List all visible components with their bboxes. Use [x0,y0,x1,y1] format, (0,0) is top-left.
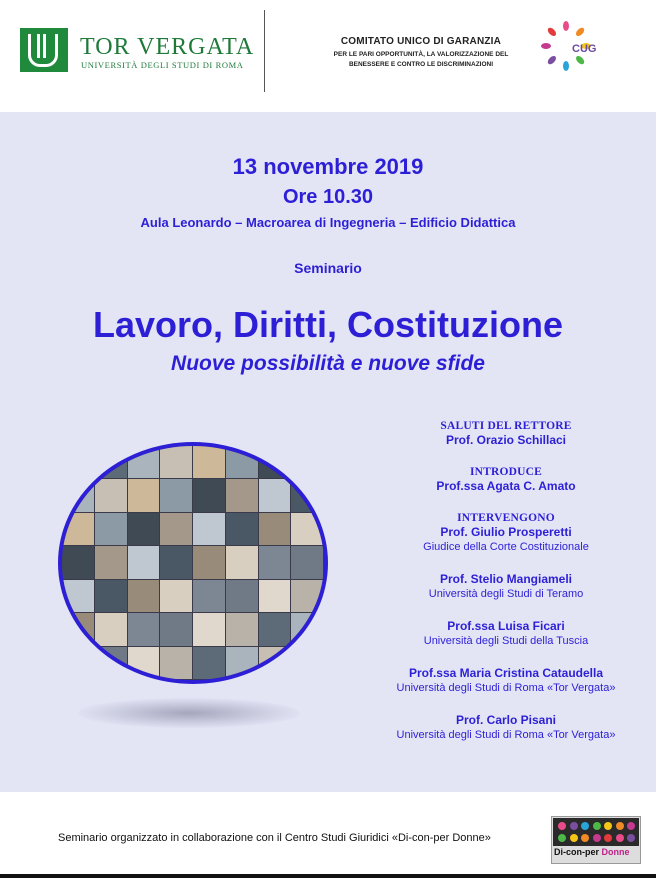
cug-logo-text: CUG [572,43,597,55]
collage-photo-tile [62,580,94,612]
dcd-logo-label-a: Di-con-per [554,847,599,857]
collage-photo-tile [259,479,291,511]
dcd-logo-dot [627,834,635,842]
rettore-name: Prof. Orazio Schillaci [445,433,567,447]
speaker-name: Prof. Giulio Prosperetti [440,525,572,539]
collage-photo-tile [160,613,192,645]
speaker-name: Prof.ssa Luisa Ficari [447,619,565,633]
collage-photo-tile [259,546,291,578]
committee-title: COMITATO UNICO DI GARANZIA [340,36,502,47]
collage-photo-tile [160,647,192,679]
collage-photo-tile [226,446,258,478]
tor-vergata-logo-icon [20,28,68,72]
collage-photo-tile [95,446,127,478]
collage-photo-tile [95,513,127,545]
university-name: TOR VERGATA [80,34,255,60]
committee-description-line-1: PER LE PARI OPPORTUNITÀ, LA VALORIZZAZIONE DEL [333,51,509,58]
collage-photo-tile [193,513,225,545]
footer [0,792,656,878]
collage-photo-tile [193,479,225,511]
speaker-affiliation: Università degli Studi di Teramo [428,588,584,600]
collage-photo-tile [62,546,94,578]
collage-photo-tile [62,613,94,645]
collage-photo-tile [95,613,127,645]
event-venue: Aula Leonardo – Macroarea di Ingegneria – Edificio Didattica [140,215,516,230]
collage-photo-tile [193,613,225,645]
bottom-border [0,874,656,878]
collage-photo-tile [160,580,192,612]
saluti-heading: SALUTI DEL RETTORE [440,420,572,432]
program [360,420,652,742]
collage-photo-tile [291,613,323,645]
collage-photo-tile [160,446,192,478]
introducer-name: Prof.ssa Agata C. Amato [436,479,576,493]
collage-photo-tile [128,479,160,511]
collage-photo-tile [259,647,291,679]
collage-photo-tile [128,580,160,612]
dcd-logo-dot [581,822,589,830]
collage-photo-tile [95,546,127,578]
collage-photo-tile [291,647,323,679]
intervengono-heading: INTERVENGONO [457,512,555,524]
dcd-logo-dot [604,822,612,830]
collage-photo-tile [259,446,291,478]
dcd-logo-dot [570,822,578,830]
collage-photo-tile [226,647,258,679]
collage-photo-tile [160,513,192,545]
dcd-logo-label-b: Donne [601,847,630,857]
collage-photo-tile [291,546,323,578]
collage-photo-tile [193,446,225,478]
event-type: Seminario [294,260,362,276]
collage-photo-tile [259,513,291,545]
collage-photo-tile [291,479,323,511]
collage-photo-tile [291,513,323,545]
dcd-logo-dot [558,834,566,842]
collage-photo-tile [226,580,258,612]
committee-description-line-2: BENESSERE E CONTRO LE DISCRIMINAZIONI [348,61,494,68]
event-title: Lavoro, Diritti, Costituzione [92,304,563,345]
dcd-logo-dot [558,822,566,830]
collage-photo-tile [95,479,127,511]
event-subtitle: Nuove possibilità e nuove sfide [171,352,485,375]
collage-photo-tile [160,546,192,578]
speaker-affiliation: Università degli Studi di Roma «Tor Vergata» [396,682,616,694]
collage-photo-tile [226,513,258,545]
collage-photo-tile [291,446,323,478]
speaker-name: Prof. Stelio Mangiameli [439,572,573,586]
collage-photo-tile [128,546,160,578]
collage-photo-tile [128,446,160,478]
dcd-logo-dot [570,834,578,842]
collage-photo-tile [128,647,160,679]
cug-petal [574,54,585,65]
cug-petal [574,26,585,37]
header [0,0,656,112]
collage-photo-tile [193,546,225,578]
collage-photo-tile [95,647,127,679]
di-con-per-donne-logo-icon [551,816,641,864]
committee-block [300,36,542,70]
dcd-logo-dot [604,834,612,842]
dcd-logo-dot [593,834,601,842]
dcd-logo-dot [616,822,624,830]
event-time: Ore 10.30 [282,186,374,208]
collage-photo-tile [193,580,225,612]
collage-photo-tile [226,613,258,645]
dcd-logo-dot [616,834,624,842]
speaker-affiliation: Giudice della Corte Costituzionale [423,541,589,553]
collage-shadow [78,698,300,728]
cug-petal [546,26,557,37]
workers-photo-collage [58,442,328,684]
collage-photo-tile [291,580,323,612]
collage-photo-tile [226,546,258,578]
collage-photo-tile [193,647,225,679]
collage-photo-tile [62,513,94,545]
footer-text: Seminario organizzato in collaborazione con il Centro Studi Giuridici «Di-con-per Donne» [58,832,491,844]
collage-photo-tile [128,613,160,645]
cug-logo-icon [540,14,610,80]
collage-photo-tile [259,580,291,612]
speaker-name: Prof.ssa Maria Cristina Cataudella [408,666,604,680]
collage-photo-tile [259,613,291,645]
speaker-affiliation: Università degli Studi di Roma «Tor Vergata» [396,729,616,741]
collage-photo-tile [62,647,94,679]
dcd-logo-dot [627,822,635,830]
cug-petal [563,21,569,31]
speaker-affiliation: Università degli Studi della Tuscia [423,635,589,647]
university-subtitle: UNIVERSITÀ DEGLI STUDI DI ROMA [81,60,244,70]
event-date: 13 novembre 2019 [232,154,424,179]
collage-photo-tile [62,446,94,478]
collage-photo-tile [95,580,127,612]
main-content [0,112,656,792]
cug-petal [546,54,557,65]
collage-photo-tile [226,479,258,511]
speaker-name: Prof. Carlo Pisani [455,713,557,727]
collage-photo-tile [160,479,192,511]
collage-photo-tile [62,479,94,511]
cug-petal [563,61,569,71]
cug-petal [541,43,551,49]
dcd-logo-dot [581,834,589,842]
collage-photo-tile [128,513,160,545]
dcd-logo-dot [593,822,601,830]
introduce-heading: INTRODUCE [469,466,543,478]
header-divider [264,10,265,92]
